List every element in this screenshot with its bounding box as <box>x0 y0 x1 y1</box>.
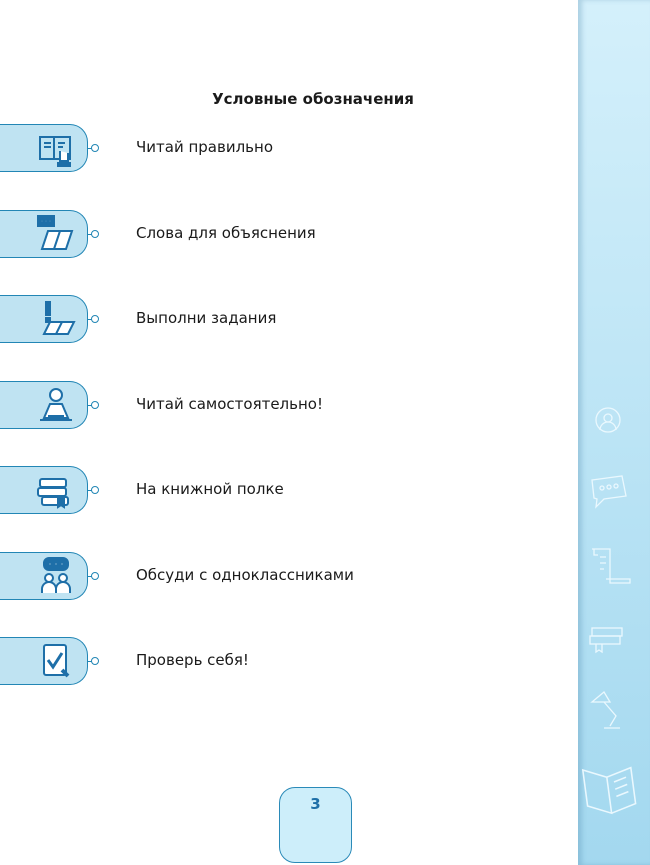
book-stack-icon <box>36 471 76 511</box>
connector-dot <box>91 315 99 323</box>
legend-tab <box>0 381 88 429</box>
legend-label: Читай правильно <box>136 138 273 156</box>
page-number: 3 <box>279 787 352 863</box>
legend-tab <box>0 552 88 600</box>
open-book-icon <box>578 758 638 818</box>
desk-lamp-icon <box>586 688 636 733</box>
connector-dot <box>91 572 99 580</box>
legend-tab <box>0 124 88 172</box>
legend-item-bookshelf <box>0 466 560 516</box>
legend-label: Слова для объяснения <box>136 224 316 242</box>
connector-dot <box>91 230 99 238</box>
legend-tab <box>0 210 88 258</box>
discussion-group-icon <box>36 557 76 597</box>
legend-tab <box>0 637 88 685</box>
connector-dot <box>91 401 99 409</box>
books-icon <box>586 618 636 663</box>
read-book-hand-icon <box>36 129 76 169</box>
checklist-icon <box>36 642 76 682</box>
legend-label: На книжной полке <box>136 480 284 498</box>
connector-dot <box>91 657 99 665</box>
legend-label: Обсуди с одноклассниками <box>136 566 354 584</box>
decorative-sidebar <box>578 0 650 865</box>
legend-item-check-yourself <box>0 637 560 687</box>
legend-label: Выполни задания <box>136 309 277 327</box>
legend-item-words-explanation <box>0 210 560 260</box>
gear-person-icon <box>586 400 636 445</box>
legend-label: Проверь себя! <box>136 651 249 669</box>
connector-dot <box>91 144 99 152</box>
book-exclamation-icon <box>36 300 76 340</box>
legend-label: Читай самостоятельно! <box>136 395 323 413</box>
scroll-icon <box>586 545 636 590</box>
reader-person-icon <box>36 386 76 426</box>
book-speech-icon <box>36 215 76 255</box>
connector-dot <box>91 486 99 494</box>
legend-item-read-correctly <box>0 124 560 174</box>
page-title: Условные обозначения <box>212 90 414 108</box>
legend-item-discuss <box>0 552 560 602</box>
legend-tab <box>0 295 88 343</box>
legend-tab <box>0 466 88 514</box>
speech-bubble-icon <box>586 470 636 515</box>
legend-item-read-independently <box>0 381 560 431</box>
legend-item-do-tasks <box>0 295 560 345</box>
